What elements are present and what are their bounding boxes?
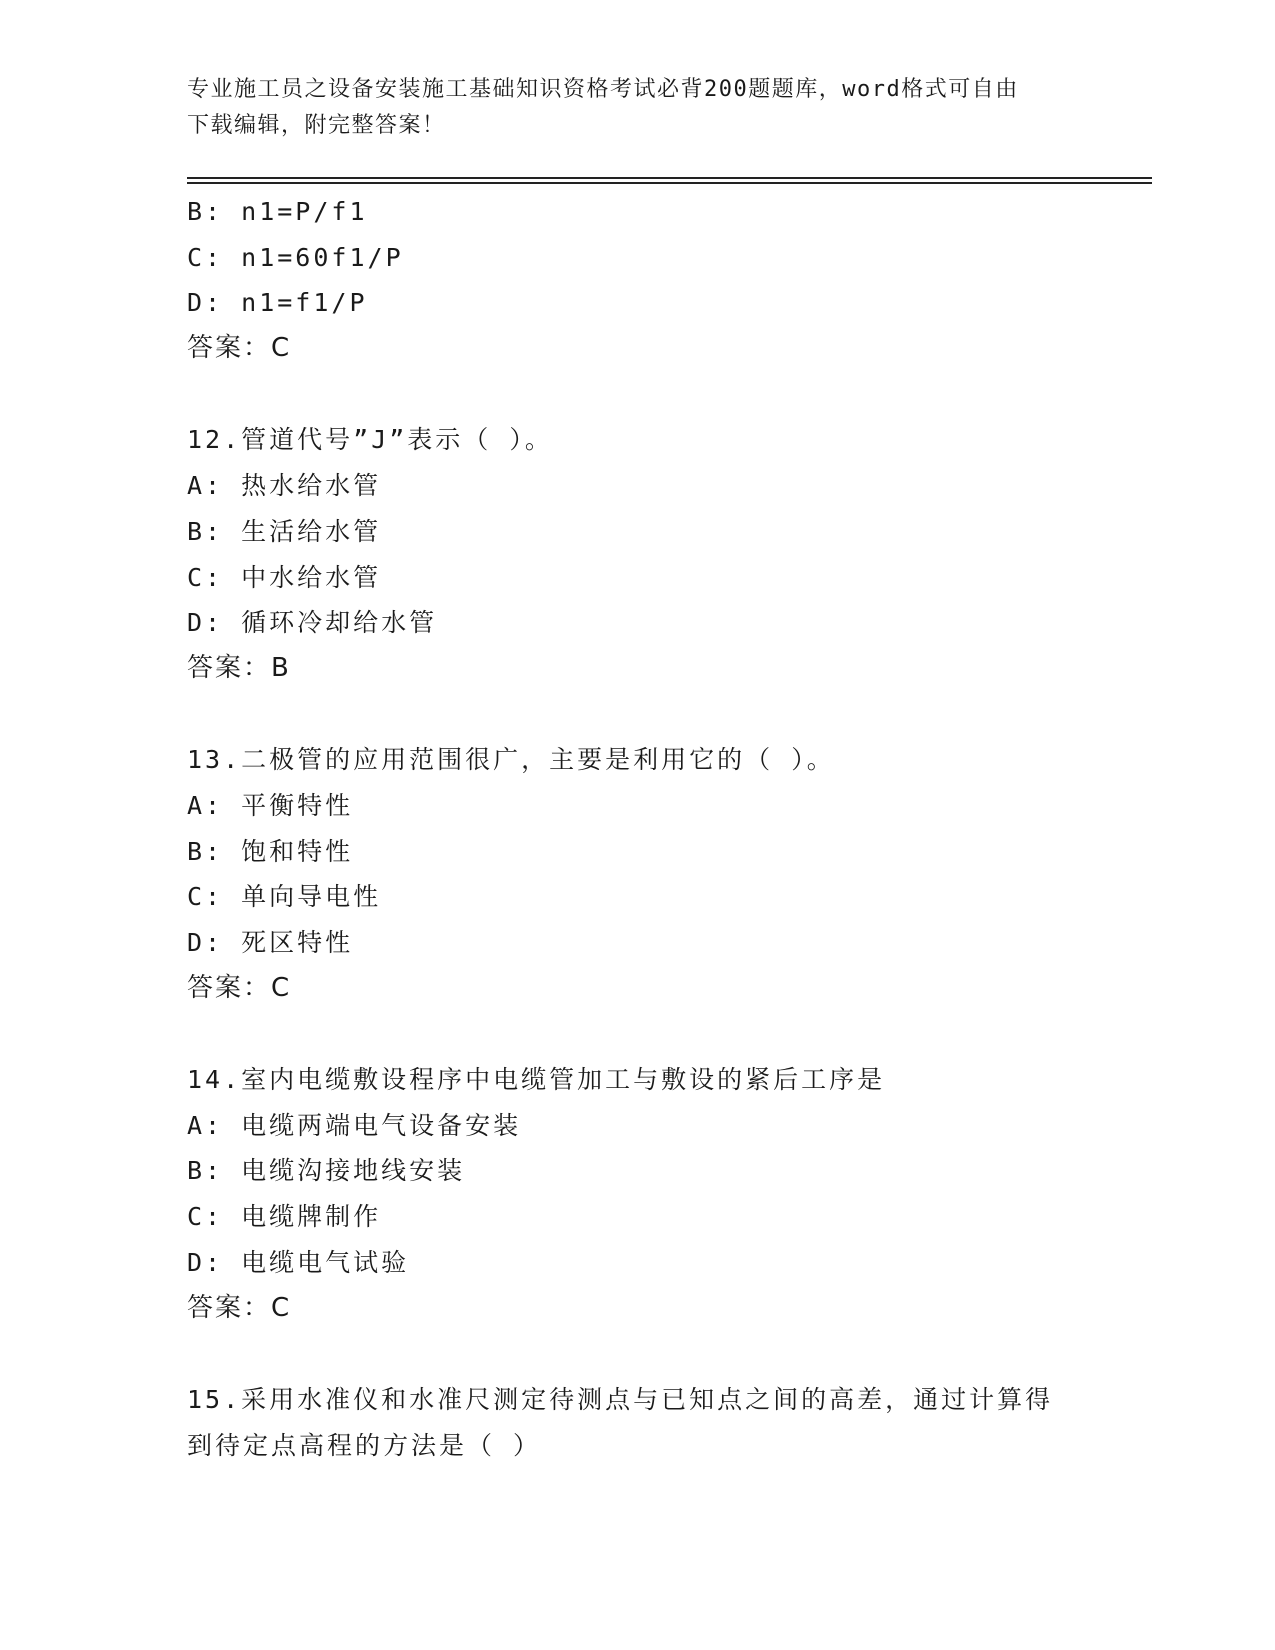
spacer <box>187 692 1087 738</box>
option-c: C: 电缆牌制作 <box>187 1202 382 1232</box>
answer: 答案：B <box>187 652 291 683</box>
question-text-line-1: 15.采用水准仪和水准尺测定待测点与已知点之间的高差，通过计算得 <box>187 1384 1054 1414</box>
option-a: A: 热水给水管 <box>187 471 382 501</box>
question-text: 13.二极管的应用范围很广，主要是利用它的（ ）。 <box>187 745 835 775</box>
option-d: D: n1=f1/P <box>187 288 368 318</box>
option-c: C: 单向导电性 <box>187 882 382 912</box>
option-c: C: 中水给水管 <box>187 562 382 592</box>
question-14 <box>187 1057 1087 1331</box>
answer: 答案：C <box>187 972 292 1003</box>
option-d: D: 死区特性 <box>187 928 354 957</box>
header-divider-top <box>187 177 1152 179</box>
option-b: B: 电缆沟接地线安装 <box>187 1156 466 1186</box>
document-header <box>187 72 1087 144</box>
option-b: B: 生活给水管 <box>187 516 382 546</box>
answer: 答案：C <box>187 1292 292 1323</box>
spacer <box>187 372 1087 418</box>
answer: 答案：C <box>187 333 292 364</box>
question-text: 14.室内电缆敷设程序中电缆管加工与敷设的紧后工序是 <box>187 1065 886 1095</box>
header-divider-bottom <box>187 182 1152 184</box>
header-title-line-1: 专业施工员之设备安装施工基础知识资格考试必背200题题库，word格式可自由 <box>187 77 1019 102</box>
option-c: C: n1=60f1/P <box>187 242 404 272</box>
header-title-line-2: 下载编辑，附完整答案！ <box>187 113 446 138</box>
option-a: A: 电缆两端电气设备安装 <box>187 1110 522 1140</box>
question-text-line-2: 到待定点高程的方法是（ ） <box>187 1430 542 1460</box>
spacer <box>187 1011 1087 1057</box>
option-a: A: 平衡特性 <box>187 790 354 820</box>
question-12 <box>187 417 1087 691</box>
question-text: 12.管道代号”J”表示（ ）。 <box>187 425 553 455</box>
option-d: D: 循环冷却给水管 <box>187 608 438 638</box>
spacer <box>187 1331 1087 1377</box>
question-15 <box>187 1377 1087 1468</box>
question-list <box>187 189 1087 1468</box>
question-13 <box>187 737 1087 1011</box>
option-b: B: 饱和特性 <box>187 836 354 866</box>
option-b: B: n1=P/f1 <box>187 197 368 226</box>
question-11-continuation <box>187 189 1087 372</box>
option-d: D: 电缆电气试验 <box>187 1247 410 1277</box>
